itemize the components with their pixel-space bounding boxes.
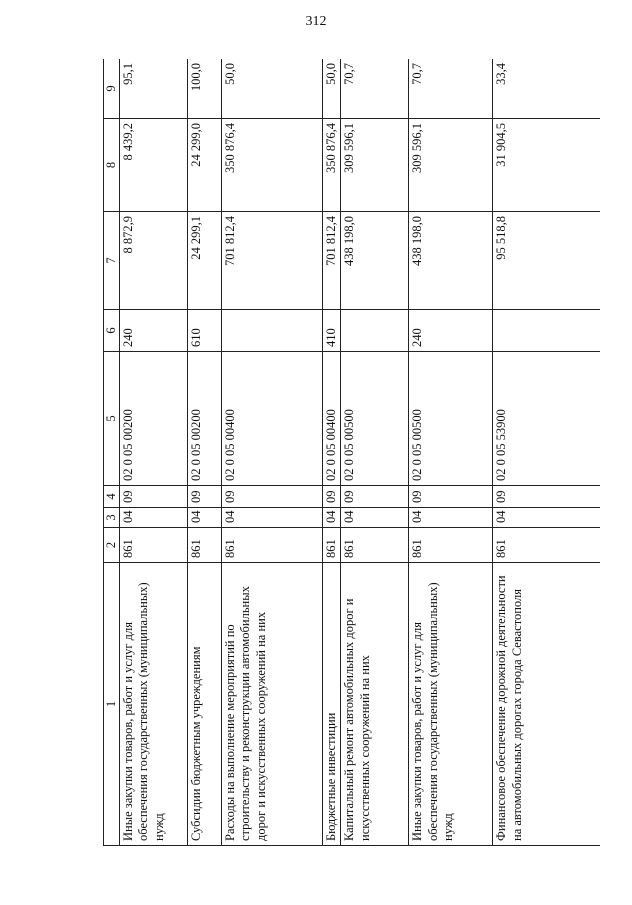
percent-cell: 50,0 [323, 59, 341, 119]
admin-code-cell: 861 [222, 528, 323, 563]
row-name-cell: Субсидии бюджетным учреждениям [188, 563, 222, 846]
table-row [188, 59, 222, 846]
percent-cell: 95,1 [120, 59, 188, 119]
column-header: 7 [104, 212, 120, 310]
admin-code-cell: 861 [120, 528, 188, 563]
expense-type-cell: 240 [409, 310, 493, 352]
target-article-cell: 02 0 05 00500 [341, 352, 409, 486]
percent-cell: 100,0 [188, 59, 222, 119]
target-article-cell: 02 0 05 53900 [493, 352, 600, 486]
subsection-cell: 09 [341, 486, 409, 508]
planned-amount-cell: 438 198,0 [409, 212, 493, 310]
admin-code-cell: 861 [341, 528, 409, 563]
rotated-table-frame [103, 59, 600, 846]
subsection-cell: 09 [120, 486, 188, 508]
executed-amount-cell: 24 299,0 [188, 119, 222, 212]
admin-code-cell: 861 [188, 528, 222, 563]
expense-type-cell [341, 310, 409, 352]
subsection-cell: 09 [409, 486, 493, 508]
subsection-cell: 09 [222, 486, 323, 508]
planned-amount-cell: 701 812,4 [323, 212, 341, 310]
expense-type-cell [493, 310, 600, 352]
planned-amount-cell: 438 198,0 [341, 212, 409, 310]
percent-cell: 70,7 [409, 59, 493, 119]
column-header: 1 [104, 563, 120, 846]
column-header: 3 [104, 508, 120, 528]
target-article-cell: 02 0 05 00400 [323, 352, 341, 486]
executed-amount-cell: 350 876,4 [323, 119, 341, 212]
section-cell: 04 [493, 508, 600, 528]
table-row [323, 59, 341, 846]
table-row [120, 59, 188, 846]
section-cell: 04 [222, 508, 323, 528]
planned-amount-cell: 8 872,9 [120, 212, 188, 310]
section-cell: 04 [409, 508, 493, 528]
budget-table [103, 59, 600, 846]
table-row [222, 59, 323, 846]
target-article-cell: 02 0 05 00200 [188, 352, 222, 486]
row-name-cell: Иные закупки товаров, работ и услуг для обеспечения государственных (муниципальных) нужд [409, 563, 493, 846]
column-header: 8 [104, 119, 120, 212]
executed-amount-cell: 309 596,1 [409, 119, 493, 212]
column-header: 2 [104, 528, 120, 563]
header-row [104, 59, 120, 846]
row-name-cell: Финансовое обеспечение дорожной деятельности на автомобильных дорогах города Севастополя [493, 563, 600, 846]
subsection-cell: 09 [323, 486, 341, 508]
section-cell: 04 [341, 508, 409, 528]
percent-cell: 33,4 [493, 59, 600, 119]
planned-amount-cell: 95 518,8 [493, 212, 600, 310]
column-header: 9 [104, 59, 120, 119]
subsection-cell: 09 [188, 486, 222, 508]
planned-amount-cell: 24 299,1 [188, 212, 222, 310]
section-cell: 04 [120, 508, 188, 528]
column-header: 4 [104, 486, 120, 508]
column-header: 6 [104, 310, 120, 352]
column-header: 5 [104, 352, 120, 486]
expense-type-cell [222, 310, 323, 352]
section-cell: 04 [323, 508, 341, 528]
row-name-cell: Бюджетные инвестиции [323, 563, 341, 846]
expense-type-cell: 240 [120, 310, 188, 352]
table-row [341, 59, 409, 846]
admin-code-cell: 861 [409, 528, 493, 563]
executed-amount-cell: 350 876,4 [222, 119, 323, 212]
target-article-cell: 02 0 05 00500 [409, 352, 493, 486]
row-name-cell: Капитальный ремонт автомобильных дорог и искусственных сооружений на них [341, 563, 409, 846]
admin-code-cell: 861 [323, 528, 341, 563]
section-cell: 04 [188, 508, 222, 528]
page-number: 312 [305, 14, 327, 29]
planned-amount-cell: 701 812,4 [222, 212, 323, 310]
percent-cell: 70,7 [341, 59, 409, 119]
table-row [493, 59, 600, 846]
executed-amount-cell: 31 904,5 [493, 119, 600, 212]
expense-type-cell: 410 [323, 310, 341, 352]
row-name-cell: Иные закупки товаров, работ и услуг для обеспечения государственных (муниципальных) нужд [120, 563, 188, 846]
target-article-cell: 02 0 05 00200 [120, 352, 188, 486]
subsection-cell: 09 [493, 486, 600, 508]
executed-amount-cell: 8 439,2 [120, 119, 188, 212]
expense-type-cell: 610 [188, 310, 222, 352]
admin-code-cell: 861 [493, 528, 600, 563]
budget-table-body [104, 59, 601, 846]
row-name-cell: Расходы на выполнение мероприятий по строительству и реконструкции автомобильных дорог и искусственных сооружений на них [222, 563, 323, 846]
target-article-cell: 02 0 05 00400 [222, 352, 323, 486]
percent-cell: 50,0 [222, 59, 323, 119]
executed-amount-cell: 309 596,1 [341, 119, 409, 212]
table-row [409, 59, 493, 846]
